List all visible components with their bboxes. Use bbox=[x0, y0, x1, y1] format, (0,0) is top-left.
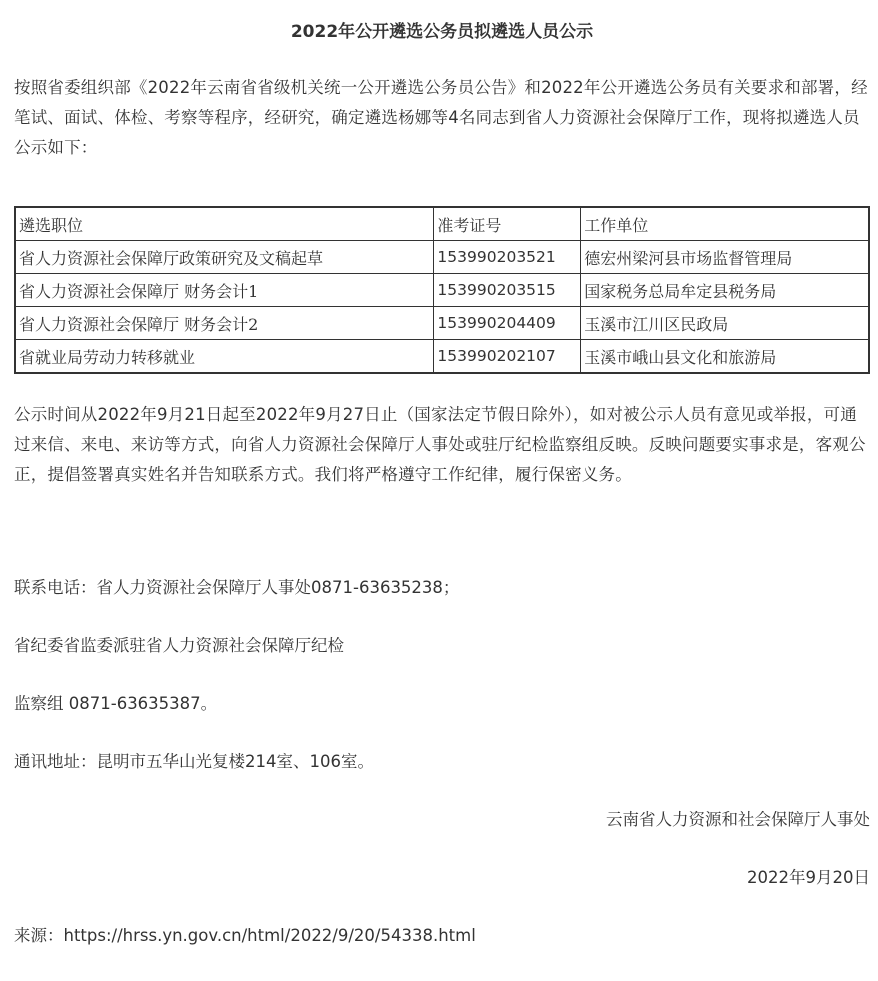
cell-position: 省人力资源社会保障厅政策研究及文稿起草 bbox=[15, 241, 434, 274]
cell-work-unit: 德宏州梁河县市场监督管理局 bbox=[581, 241, 869, 274]
cell-exam-number: 153990203515 bbox=[434, 274, 581, 307]
notice-paragraph: 公示时间从2022年9月21日起至2022年9月27日止（国家法定节假日除外），如对被公示人员有意见或举报，可通过来信、来电、来访等方式，向省人力资源社会保障厅人事处或驻厅纪检监察组反映。反映问题要实事求是，客观公正，提倡签署真实姓名并告知联系方式。我们将严格遵守工作纪律，履行保密义务。 bbox=[14, 405, 866, 484]
mailing-address: 通讯地址：昆明市五华山光复楼214室、106室。 bbox=[14, 752, 374, 771]
publish-date: 2022年9月20日 bbox=[747, 868, 870, 887]
table-row bbox=[15, 241, 869, 274]
intro-paragraph: 按照省委组织部《2022年云南省省级机关统一公开遴选公务员公告》和2022年公开遴选公务员有关要求和部署，经笔试、面试、体检、考察等程序，经研究，确定遴选杨娜等4名同志到省人力资源社会保障厅工作，现将拟遴选人员公示如下： bbox=[14, 78, 868, 157]
table-row bbox=[15, 340, 869, 374]
source-line[interactable]: 来源：https://hrss.yn.gov.cn/html/2022/9/20/54338.html bbox=[14, 926, 476, 945]
cell-exam-number: 153990203521 bbox=[434, 241, 581, 274]
cell-position: 省就业局劳动力转移就业 bbox=[15, 340, 434, 374]
table-row bbox=[15, 274, 869, 307]
contact-phone: 联系电话：省人力资源社会保障厅人事处0871-63635238； bbox=[14, 578, 460, 597]
header-exam-number: 准考证号 bbox=[434, 207, 581, 241]
cell-work-unit: 国家税务总局牟定县税务局 bbox=[581, 274, 869, 307]
page-title: 2022年公开遴选公务员拟遴选人员公示 bbox=[290, 22, 594, 42]
discipline-line-1: 省纪委省监委派驻省人力资源社会保障厅纪检 bbox=[14, 636, 344, 655]
signature: 云南省人力资源和社会保障厅人事处 bbox=[606, 810, 870, 829]
discipline-line-2: 监察组 0871-63635387。 bbox=[14, 694, 218, 713]
cell-position: 省人力资源社会保障厅 财务会计1 bbox=[15, 274, 434, 307]
cell-exam-number: 153990202107 bbox=[434, 340, 581, 374]
table-header-row bbox=[15, 207, 869, 241]
candidate-table bbox=[14, 206, 870, 374]
cell-work-unit: 玉溪市江川区民政局 bbox=[581, 307, 869, 340]
header-work-unit: 工作单位 bbox=[581, 207, 869, 241]
table-row bbox=[15, 307, 869, 340]
cell-work-unit: 玉溪市峨山县文化和旅游局 bbox=[581, 340, 869, 374]
cell-position: 省人力资源社会保障厅 财务会计2 bbox=[15, 307, 434, 340]
header-position: 遴选职位 bbox=[15, 207, 434, 241]
cell-exam-number: 153990204409 bbox=[434, 307, 581, 340]
